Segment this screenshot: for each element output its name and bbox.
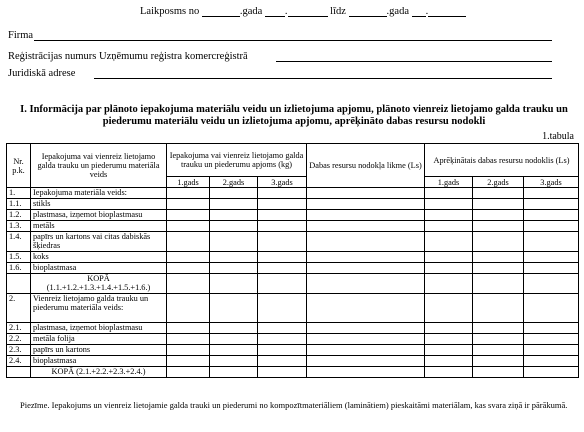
table-row [7,323,579,334]
value-cell[interactable] [307,263,425,274]
table-row [7,210,579,221]
value-cell[interactable] [210,232,258,252]
value-cell[interactable] [258,263,307,274]
row-material-label: Vienreiz lietojamo galda trauku un piederumu materiāla veids: [31,294,167,323]
header-tax-year3: 3.gads [524,177,579,188]
header-volume: Iepakojuma vai vienreiz lietojamo galda trauku un piederumu apjoms (kg) [167,144,307,177]
table-row [7,188,579,199]
value-cell[interactable] [524,345,579,356]
value-cell[interactable] [425,356,473,367]
header-volume-year3: 3.gads [258,177,307,188]
row-material-label: bioplastmasa [31,263,167,274]
value-cell[interactable] [307,232,425,252]
value-cell[interactable] [473,334,524,345]
value-cell[interactable] [210,334,258,345]
value-cell[interactable] [524,274,579,294]
value-cell[interactable] [307,334,425,345]
value-cell[interactable] [473,221,524,232]
table-row [7,221,579,232]
value-cell[interactable] [425,263,473,274]
value-cell[interactable] [167,334,210,345]
value-cell[interactable] [258,323,307,334]
value-cell[interactable] [307,199,425,210]
row-material-label: plastmasa, izņemot bioplastmasu [31,323,167,334]
value-cell[interactable] [473,367,524,378]
value-cell[interactable] [210,367,258,378]
period-month-to-field[interactable] [412,6,426,17]
value-cell[interactable] [210,188,258,199]
period-day-from-field[interactable] [288,6,328,17]
row-number: 1.6. [7,263,31,274]
value-cell[interactable] [425,199,473,210]
value-cell[interactable] [473,274,524,294]
value-cell[interactable] [167,323,210,334]
value-cell[interactable] [473,356,524,367]
value-cell[interactable] [167,356,210,367]
row-number: 2.3. [7,345,31,356]
value-cell[interactable] [524,210,579,221]
row-material-label: papīrs un kartons vai citas dabiskās šķiedras [31,232,167,252]
value-cell[interactable] [258,334,307,345]
data-table [6,143,579,378]
value-cell[interactable] [210,356,258,367]
row-number: 2.2. [7,334,31,345]
value-cell[interactable] [425,221,473,232]
value-cell[interactable] [258,210,307,221]
value-cell[interactable] [210,199,258,210]
value-cell[interactable] [524,263,579,274]
value-cell[interactable] [258,252,307,263]
period-gada-to-label: .gada [386,6,409,17]
value-cell[interactable] [307,345,425,356]
value-cell[interactable] [473,323,524,334]
row-material-label: plastmasa, izņemot bioplastmasu [31,210,167,221]
value-cell[interactable] [524,232,579,252]
row-number [7,367,31,378]
header-volume-year2: 2.gads [210,177,258,188]
value-cell[interactable] [524,323,579,334]
value-cell[interactable] [167,367,210,378]
value-cell[interactable] [473,345,524,356]
header-calculated-tax: Aprēķinātais dabas resursu nodoklis (Ls) [425,144,579,177]
value-cell[interactable] [167,263,210,274]
value-cell[interactable] [473,232,524,252]
row-number: 1.3. [7,221,31,232]
value-cell[interactable] [210,221,258,232]
table-row [7,252,579,263]
row-material-label: stikls [31,199,167,210]
value-cell[interactable] [307,188,425,199]
table-row [7,199,579,210]
firm-label: Firma [8,30,34,41]
value-cell[interactable] [524,188,579,199]
row-material-label: bioplastmasa [31,356,167,367]
value-cell[interactable] [425,274,473,294]
value-cell[interactable] [258,188,307,199]
value-cell[interactable] [210,345,258,356]
header-volume-year1: 1.gads [167,177,210,188]
value-cell[interactable] [167,188,210,199]
value-cell[interactable] [167,294,210,323]
value-cell[interactable] [307,356,425,367]
value-cell[interactable] [524,199,579,210]
table-row [7,263,579,274]
period-until-label: līdz [330,6,346,17]
row-number: 1.4. [7,232,31,252]
value-cell[interactable] [524,356,579,367]
table-row [7,367,579,378]
value-cell[interactable] [210,323,258,334]
period-gada-label: .gada [239,6,263,17]
value-cell[interactable] [167,210,210,221]
value-cell[interactable] [425,210,473,221]
value-cell[interactable] [473,199,524,210]
value-cell[interactable] [258,199,307,210]
value-cell[interactable] [307,221,425,232]
value-cell[interactable] [258,367,307,378]
table-row [7,232,579,252]
value-cell[interactable] [307,367,425,378]
period-day-to-field[interactable] [428,6,466,17]
value-cell[interactable] [524,294,579,323]
row-number: 1.5. [7,252,31,263]
value-cell[interactable] [258,356,307,367]
value-cell[interactable] [307,252,425,263]
row-material-label: metāls [31,221,167,232]
row-number: 1. [7,188,31,199]
footnote: Piezīme. Iepakojums un vienreiz lietojamie galda trauki un piederumi no kompozītmateriāliem (laminātiem) pieskaitāmi materiālam, kas svara ziņā ir pārākumā. [20,400,568,410]
period-year-to-field[interactable] [349,6,387,17]
header-tax-year1: 1.gads [425,177,473,188]
row-material-label: KOPĀ (2.1.+2.2.+2.3.+2.4.) [31,367,167,378]
value-cell[interactable] [258,232,307,252]
value-cell[interactable] [524,367,579,378]
value-cell[interactable] [425,294,473,323]
reg-label: Reģistrācijas numurs Uzņēmumu reģistra komercreģistrā [8,51,248,62]
value-cell[interactable] [210,252,258,263]
row-number: 1.1. [7,199,31,210]
value-cell[interactable] [210,274,258,294]
value-cell[interactable] [167,221,210,232]
row-number [7,274,31,294]
value-cell[interactable] [210,210,258,221]
value-cell[interactable] [258,221,307,232]
value-cell[interactable] [473,210,524,221]
value-cell[interactable] [473,263,524,274]
table-row [7,356,579,367]
value-cell[interactable] [425,252,473,263]
value-cell[interactable] [167,274,210,294]
value-cell[interactable] [167,252,210,263]
value-cell[interactable] [307,210,425,221]
value-cell[interactable] [425,345,473,356]
value-cell[interactable] [167,232,210,252]
value-cell[interactable] [473,188,524,199]
value-cell[interactable] [307,294,425,323]
section-title: I. Informācija par plānoto iepakojuma materiālu veidu un izlietojuma apjomu, plānoto vienreiz lietojamo galda trauku un piederumu materiālu veidu un izlietojuma apjomu, aprēķināto dabas resursu nodokli [20,104,568,127]
value-cell[interactable] [425,188,473,199]
row-number: 1.2. [7,210,31,221]
table-row [7,294,579,323]
table-row [7,334,579,345]
value-cell[interactable] [167,199,210,210]
row-material-label: KOPĀ (1.1.+1.2.+1.3.+1.4.+1.5.+1.6.) [31,274,167,294]
row-material-label: metāla folija [31,334,167,345]
table-row [7,274,579,294]
value-cell[interactable] [524,221,579,232]
value-cell[interactable] [258,294,307,323]
value-cell[interactable] [524,334,579,345]
value-cell[interactable] [425,323,473,334]
value-cell[interactable] [210,263,258,274]
firm-field[interactable] [34,40,552,41]
value-cell[interactable] [425,334,473,345]
value-cell[interactable] [425,232,473,252]
value-cell[interactable] [524,252,579,263]
row-number: 2.1. [7,323,31,334]
reg-field[interactable] [276,61,552,62]
address-field[interactable] [94,78,552,79]
value-cell[interactable] [258,345,307,356]
header-tax-year2: 2.gads [473,177,524,188]
period-year-from-field[interactable] [202,6,240,17]
header-material-type: Iepakojuma vai vienreiz lietojamo galda trauku un piederumu materiāla veids [31,144,167,188]
period-prefix: Laikposms no [140,6,200,17]
address-label: Juridiskā adrese [8,68,76,79]
row-material-label: koks [31,252,167,263]
table-number: 1.tabula [542,131,574,142]
row-number: 2.4. [7,356,31,367]
value-cell[interactable] [473,252,524,263]
table-row [7,345,579,356]
value-cell[interactable] [167,345,210,356]
period-month-from-field[interactable] [265,6,285,17]
row-material-label: Iepakojuma materiāla veids: [31,188,167,199]
period-line: Laikposms no .gada . līdz .gada . [140,6,466,17]
value-cell[interactable] [425,367,473,378]
value-cell[interactable] [258,274,307,294]
value-cell[interactable] [473,294,524,323]
header-nr: Nr. p.k. [7,144,31,188]
value-cell[interactable] [210,294,258,323]
value-cell[interactable] [307,323,425,334]
header-tax-rate: Dabas resursu nodokļa likme (Ls) [307,144,425,188]
row-material-label: papīrs un kartons [31,345,167,356]
value-cell[interactable] [307,274,425,294]
row-number: 2. [7,294,31,323]
